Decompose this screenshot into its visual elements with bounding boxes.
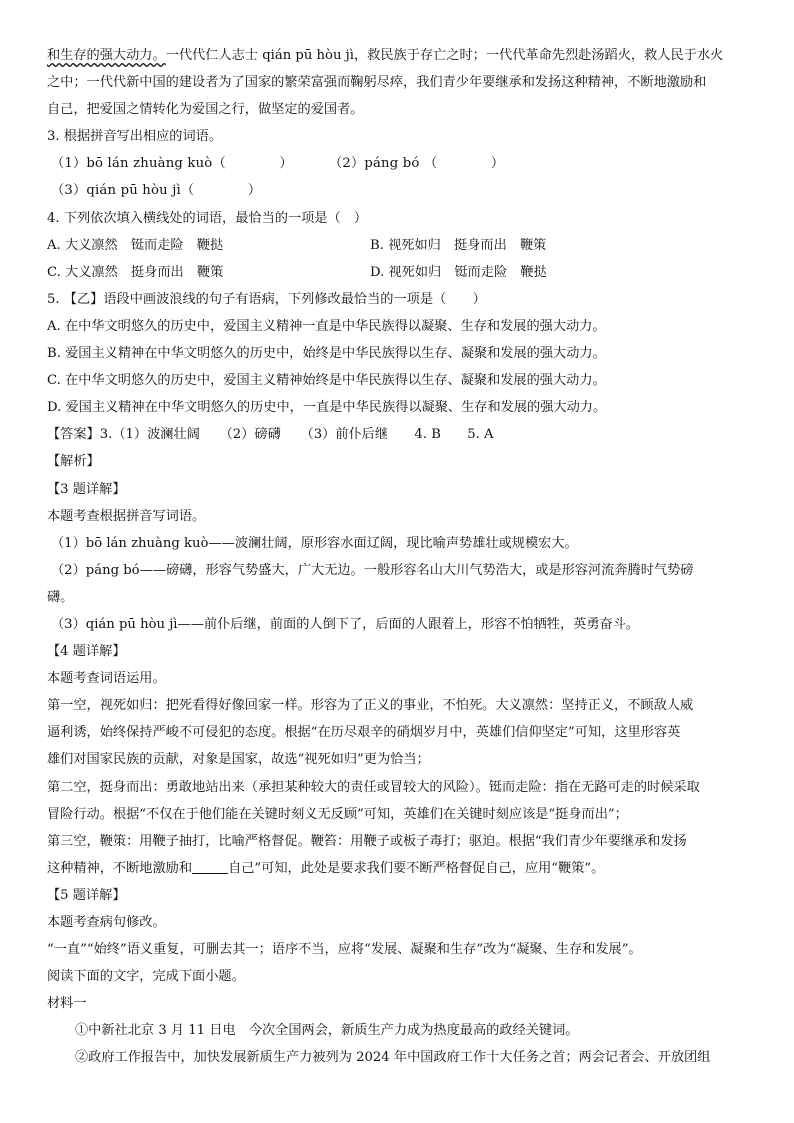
detail-4-text: 这种精神，不断地激励和 [47,860,193,876]
question-4-option-b: B. 视死如归 挺身而出 鞭策 [370,237,547,253]
question-4-options-row [47,232,759,259]
material-paragraph: ①中新社北京 3 月 11 日电 今次全国两会，新质生产力成为热度最高的政经关键词。 [75,1023,579,1039]
answer-line [47,421,759,448]
detail-3-line: （2）páng bó——磅礴，形容气势盛大，广大无边。一般形容名山大川气势浩大，或是形容河流奔腾时气势磅 [51,562,694,578]
question-3-stem: 3. 根据拼音写出相应的词语。 [47,129,223,145]
detail-3-line: （1）bō lán zhuàng kuò——波澜壮阔，原形容水面辽阔，现比喻声势雄壮或规模宏大。 [51,535,578,551]
material-title: 材料一 [47,996,87,1012]
detail-4-intro: 本题考查词语运用。 [47,671,166,687]
material-paragraph: ②政府工作报告中，加快发展新质生产力被列为 2024 年中国政府工作十大任务之首；两会记者会、开放团组 [75,1050,711,1066]
question-3-item-3: （3）qián pū hòu jì（ ） [51,183,262,199]
detail-4-text: 自己”可知，此处是要求我们要不断严格督促自己，应用“鞭策”。 [228,860,605,876]
question-4-option-a: A. 大义凛然 铤而走险 鞭挞 [47,237,224,253]
detail-4-line: 第一空，视死如归：把死看得好像回家一样。形容为了正义的事业，不怕死。大义凛然：坚持正义，不顾敌人威 [47,698,694,714]
detail-5-line: “一直”“始终”语义重复，可删去其一；语序不当，应将“发展、凝聚和生存”改为“凝聚、生存和发展”。 [47,942,642,958]
question-5-option-a: A. 在中华文明悠久的历史中，爱国主义精神一直是中华民族得以凝聚、生存和发展的强大动力。 [47,318,606,334]
detail-4-line: 雄们对国家民族的贡献，对象是国家，故选“视死如归”更为恰当； [47,752,430,768]
passage-line [47,42,759,69]
passage-line: 自己，把爱国之情转化为爱国之行，做坚定的爱国者。 [47,102,364,118]
fill-in-blank [192,859,228,874]
question-5-option-b: B. 爱国主义精神在中华文明悠久的历史中，始终是中华民族得以生存、凝聚和发展的强大动力。 [47,346,606,362]
question-4-option-c: C. 大义凛然 挺身而出 鞭策 [47,264,224,280]
detail-4-line: 第二空，挺身而出：勇敢地站出来（承担某种较大的责任或冒较大的风险）。铤而走险：指在无路可走的时候采取 [47,779,700,795]
question-3-item-1: （1）bō lán zhuàng kuò（ ） [51,156,293,172]
detail-4-line: 第三空，鞭策：用鞭子抽打，比喻严格督促。鞭笞：用鞭子或板子毒打；驱迫。根据“我们青少年要继承和发扬 [47,833,687,849]
answer-text: 3.（1）波澜壮阔 （2）磅礴 （3）前仆后继 4. B 5. A [99,427,494,443]
question-5-option-c: C. 在中华文明悠久的历史中，爱国主义精神始终是中华民族得以生存、凝聚和发展的强大动力。 [47,373,606,389]
reading-instruction: 阅读下面的文字，完成下面小题。 [47,969,245,985]
detail-4-label: 【4 题详解】 [47,644,126,660]
question-3-item-2: （2）páng bó （ ） [328,156,505,172]
detail-3-intro: 本题考查根据拼音写词语。 [47,508,206,524]
detail-4-line [47,855,759,882]
question-4-option-d: D. 视死如归 铤而走险 鞭挞 [370,264,547,280]
passage-line: 之中；一代代新中国的建设者为了国家的繁荣富强而鞠躬尽瘁，我们青少年要继承和发扬这种精神，不断地激励和 [47,75,707,91]
detail-3-line: （3）qián pū hòu jì——前仆后继，前面的人倒下了，后面的人跟着上，形容不怕牺牲，英勇奋斗。 [51,616,640,632]
question-3-items [47,150,759,177]
wavy-underlined-sentence: 和生存的强大动力。 [47,48,166,63]
question-5-stem: 5. 【乙】语段中画波浪线的句子有语病，下列修改最恰当的一项是（ ） [47,291,486,307]
detail-4-line: 逼利诱，始终保持严峻不可侵犯的态度。根据“在历尽艰辛的硝烟岁月中，英雄们信仰坚定”可知，这里形容英 [47,725,681,741]
question-4-stem: 4. 下列依次填入横线处的词语，最恰当的一项是（ ） [47,210,368,226]
detail-5-intro: 本题考查病句修改。 [47,915,166,930]
question-5-option-d: D. 爱国主义精神在中华文明悠久的历史中，一直是中华民族得以凝聚、生存和发展的强大动力。 [47,400,607,416]
detail-3-label: 【3 题详解】 [47,481,126,497]
detail-4-line: 冒险行动。根据“不仅在于他们能在关键时刻义无反顾”可知，英雄们在关键时刻应该是“挺身而出”； [47,806,628,822]
document-page [47,42,759,1072]
answer-label: 【答案】 [47,427,100,443]
detail-5-label: 【5 题详解】 [47,887,126,903]
passage-text: 一代代仁人志士 qián pū hòu jì，救民族于存亡之时；一代代革命先烈赴汤蹈火，救人民于水火 [165,48,724,63]
question-4-options-row [47,259,759,286]
detail-3-line: 礴。 [47,589,74,605]
analysis-label: 【解析】 [47,454,100,470]
